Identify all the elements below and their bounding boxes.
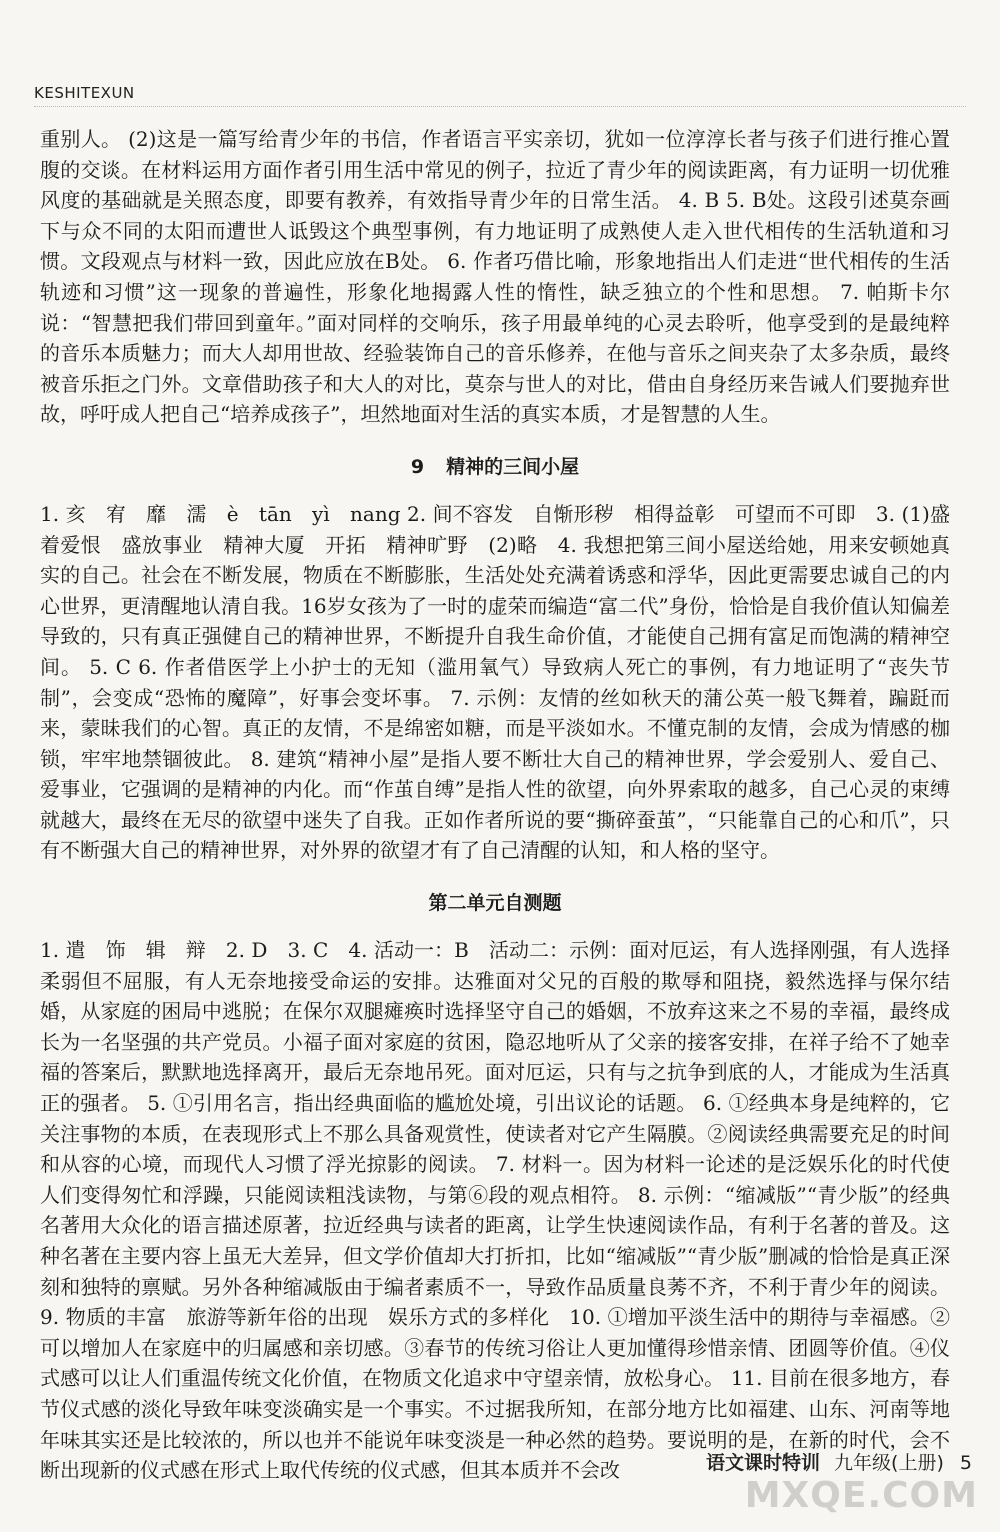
book-title: 语文课时特训: [705, 1452, 820, 1474]
watermark: MXQE.COM: [744, 1475, 978, 1516]
section-9-answers: 1. 亥 宥 靡 濡 è tān yì nang 2. 间不容发 自惭形秽 相得益彰 可望而不可即 3. (1)盛着爱恨 盛放事业 精神大厦 开拓 精神旷野 (2)略 4. 我想把第三间小屋送给她，用来安顿她真实的自己。社会在不断发展，物质在不断膨胀，生活处处充满着诱惑和浮华，因此更需要忠诚自己的内心世界，更清醒地认清自我。16岁女孩为了一时的虚荣而编造“富二代”身份，恰恰是自我价值认知偏差导致的，只有真正强健自己的精神世界，不断提升自我生命价值，才能使自己拥有富足而饱满的精神空间。 5. C 6. 作者借医学上小护士的无知（滥用氧气）导致病人死亡的事例，有力地证明了“丧失节制”，会变成“恐怖的魔障”，好事会变坏事。 7. 示例：友情的丝如秋天的蒲公英一般飞舞着，蹁跹而来，蒙昧我们的心智。真正的友情，不是绵密如糖，而是平淡如水。不懂克制的友情，会成为情感的枷锁，牢牢地禁锢彼此。 8. 建筑“精神小屋”是指人要不断壮大自己的精神世界，学会爱别人、爱自己、爱事业，它强调的是精神的内化。而“作茧自缚”是指人性的欲望，向外界索取的越多，自己心灵的束缚就越大，最终在无尽的欲望中迷失了自我。正如作者所说的要“撕碎蚕茧”，“只能靠自己的心和爪”，只有不断强大自己的精神世界，对外界的欲望才有了自己清醒的认知，和人格的坚守。: [40, 501, 950, 863]
unit-2-heading: 第二单元自测题: [428, 892, 562, 915]
page-footer: [706, 1448, 972, 1475]
page-content: [40, 124, 950, 1486]
unit-2-answers: 1. 遣 饰 辑 辩 2. D 3. C 4. 活动一：B 活动二：示例：面对厄运，有人选择刚强，有人选择柔弱但不屈服，有人无奈地接受命运的安排。达雅面对父兄的百般的欺辱和阻挠，毅然选择与保尔结婚，从家庭的困局中逃脱；在保尔双腿瘫痪时选择坚守自己的婚姻，不放弃这来之不易的幸福，最终成长为一名坚强的共产党员。小福子面对家庭的贫困，隐忍地听从了父亲的接客安排，在祥子给不了她幸福的答案后，默默地选择离开，最后无奈地吊死。面对厄运，只有与之抗争到底的人，才能成为生活真正的强者。 5. ①引用名言，指出经典面临的尴尬处境，引出议论的话题。 6. ①经典本身是纯粹的，它关注事物的本质，在表现形式上不那么具备观赏性，使读者对它产生隔膜。②阅读经典需要充足的时间和从容的心境，而现代人习惯了浮光掠影的阅读。 7. 材料一。因为材料一论述的是泛娱乐化的时代使人们变得匆忙和浮躁，只能阅读粗浅读物，与第⑥段的观点相符。 8. 示例：“缩减版”“青少版”的经典名著用大众化的语言描述原著，拉近经典与读者的距离，让学生快速阅读作品，有利于名著的普及。这种名著在主要内容上虽无大差异，但文学价值却大打折扣，比如“缩减版”“青少版”删减的恰恰是真正深刻和独特的禀赋。另外各种缩减版由于编者素质不一，导致作品质量良莠不齐，不利于青少年的阅读。 9. 物质的丰富 旅游等新年俗的出现 娱乐方式的多样化 10. ①增加平淡生活中的期待与幸福感。②可以增加人在家庭中的归属感和亲切感。③春节的传统习俗让人更加懂得珍惜亲情、团圆等价值。④仪式感可以让人们重温传统文化价值，在物质文化追求中守望亲情，放松身心。 11. 目前在很多地方，春节仪式感的淡化导致年味变淡确实是一个事实。不过据我所知，在部分地方比如福建、山东、河南等地年味其实还是比较浓的，所以也并不能说年味变淡是一种必然的趋势。要说明的是，在新的时代，会不断出现新的仪式感在形式上取代传统的仪式感，但其本质并不会改: [40, 938, 950, 1483]
page-number: 5: [959, 1452, 972, 1474]
header-divider: [34, 106, 966, 107]
section-9-heading: [40, 452, 950, 479]
section-9-title: 精神的三间小屋: [446, 455, 580, 478]
grade-label: 九年级(上册): [834, 1452, 944, 1474]
section-9-number: 9: [410, 455, 425, 478]
intro-paragraph: 重别人。 (2)这是一篇写给青少年的书信，作者语言平实亲切，犹如一位淳淳长者与孩子们进行推心置腹的交谈。在材料运用方面作者引用生活中常见的例子，拉近了青少年的阅读距离，有力证明一切优雅风度的基础就是关照态度，即要有教养，有效指导青少年的日常生活。 4. B 5. B处。这段引述莫奈画下与众不同的太阳而遭世人诋毁这个典型事例，有力地证明了成熟使人走入世代相传的生活轨道和习惯。文段观点与材料一致，因此应放在B处。 6. 作者巧借比喻，形象地指出人们走进“世代相传的生活轨迹和习惯”这一现象的普遍性，形象化地揭露人性的惰性，缺乏独立的个性和思想。 7. 帕斯卡尔说：“智慧把我们带回到童年。”面对同样的交响乐，孩子用最单纯的心灵去聆听，他享受到的是最纯粹的音乐本质魅力；而大人却用世故、经验装饰自己的音乐修养，在他与音乐之间夹杂了太多杂质，最终被音乐拒之门外。文章借助孩子和大人的对比，莫奈与世人的对比，借由自身经历来告诫人们要抛弃世故，呼吁成人把自己“培养成孩子”，坦然地面对生活的真实本质，才是智慧的人生。: [40, 127, 950, 427]
brand-header: KESHITEXUN: [34, 84, 135, 102]
